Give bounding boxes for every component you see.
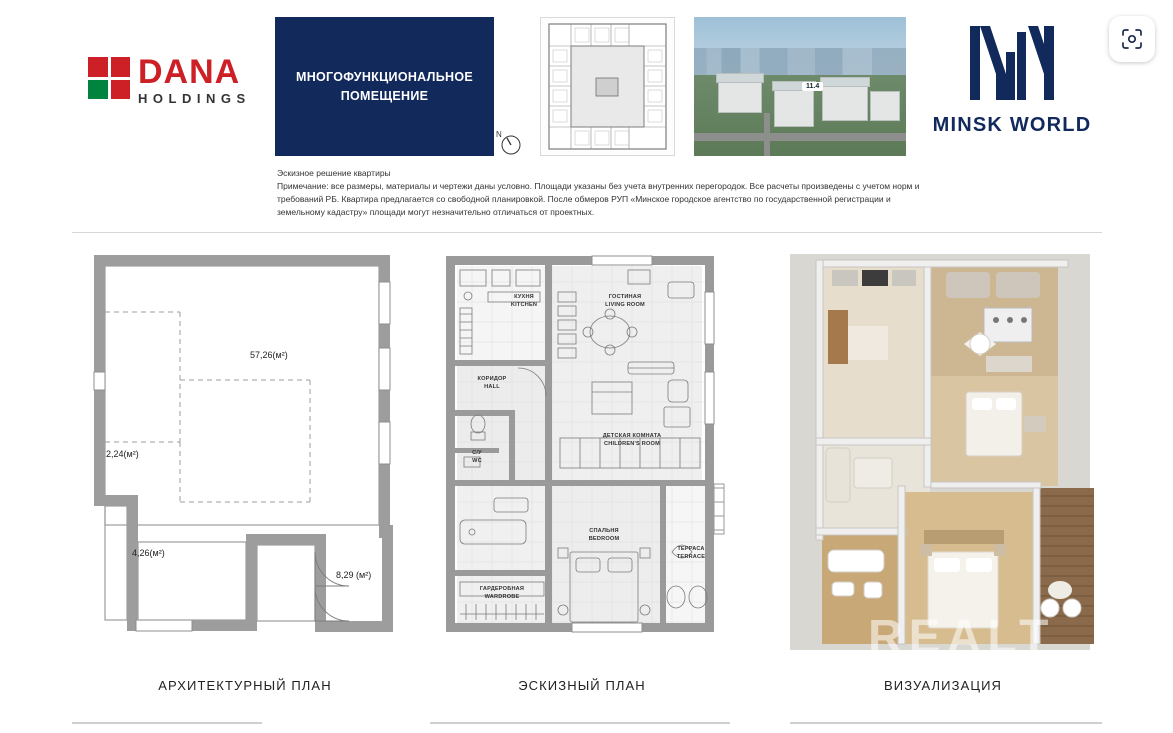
minsk-world-logo bbox=[922, 22, 1102, 147]
logo-square-red-3 bbox=[111, 80, 131, 100]
key-plan-drawing bbox=[541, 18, 674, 155]
header-divider bbox=[72, 232, 1102, 233]
footer-divider bbox=[0, 722, 1173, 724]
render-building-2 bbox=[774, 87, 814, 127]
scan-icon[interactable] bbox=[1109, 16, 1155, 62]
room-label-bedroom-ru: СПАЛЬНЯ bbox=[589, 528, 619, 534]
room-label-terrace-ru: ТЕРРАСА bbox=[677, 546, 705, 552]
room-label-hall-en: HALL bbox=[484, 383, 500, 390]
visualization-render bbox=[788, 252, 1098, 652]
dana-logo-mark bbox=[88, 57, 130, 99]
caption-architectural: АРХИТЕКТУРНЫЙ ПЛАН bbox=[158, 678, 332, 693]
render-building-1 bbox=[718, 79, 762, 113]
area-label-terrace: 8,29 (м²) bbox=[336, 570, 372, 580]
key-plan-marker-tag: 11.4 bbox=[802, 82, 823, 91]
room-label-living-ru: ГОСТИНАЯ bbox=[608, 294, 642, 300]
render-building-1-roof bbox=[716, 73, 764, 83]
room-label-kitchen-en: KITCHEN bbox=[510, 301, 538, 308]
architectural-plan bbox=[80, 252, 410, 657]
area-label-secondary: 2,24(м²) bbox=[106, 449, 139, 459]
render-road-vertical bbox=[764, 113, 770, 156]
title-banner-text: МНОГОФУНКЦИОНАЛЬНОЕ ПОМЕЩЕНИЕ bbox=[295, 70, 474, 103]
room-label-children-ru: ДЕТСКАЯ КОМНАТА bbox=[602, 433, 662, 439]
svg-text:N: N bbox=[496, 130, 502, 139]
room-label-terrace bbox=[666, 546, 716, 561]
render-building-4 bbox=[870, 91, 900, 121]
realt-watermark: REALT bbox=[868, 611, 1055, 664]
logo-square-red-1 bbox=[88, 57, 108, 77]
render-road-horizontal bbox=[694, 133, 906, 141]
room-label-kitchen bbox=[494, 294, 554, 309]
caption-sketch: ЭСКИЗНЫЙ ПЛАН bbox=[518, 678, 646, 693]
room-label-terrace-en: TERRACE bbox=[676, 553, 706, 560]
minsk-world-mark bbox=[922, 22, 1102, 107]
room-label-children-en: CHILDREN'S ROOM bbox=[604, 440, 660, 447]
visualization-plan bbox=[788, 252, 1098, 664]
footer-divider-right bbox=[790, 722, 1102, 724]
notes-body: Примечание: все размеры, материалы и чертежи даны условно. Площади указаны без учета внутренних перегородок. Все расчеты произведены с учетом норм и требований РБ. Квартира предлагается со свободной планировкой. После обмеров РУП «Минское городское агентство по государственной регистрации и земельному кадастру» площади могут незначительно отличаться от проектных. bbox=[277, 181, 920, 217]
room-label-wc-ru: С/У bbox=[472, 450, 482, 456]
render-building-3-roof bbox=[820, 77, 870, 87]
room-label-children bbox=[572, 433, 692, 448]
room-label-wardrobe bbox=[460, 586, 544, 601]
aerial-render-photo bbox=[694, 17, 906, 156]
sketch-plan bbox=[432, 252, 732, 657]
notes-block bbox=[277, 168, 937, 218]
minsk-world-name: MINSK WORLD bbox=[932, 114, 1092, 136]
room-label-living bbox=[590, 294, 660, 309]
footer-divider-center bbox=[430, 722, 730, 724]
dana-logo-text bbox=[138, 55, 251, 105]
room-label-wardrobe-en: WARDROBE bbox=[484, 593, 520, 600]
area-label-third: 4,26(м²) bbox=[132, 548, 165, 558]
dana-brand-name: DANA bbox=[138, 53, 241, 91]
dana-brand-subtitle: HOLDINGS bbox=[138, 91, 251, 106]
room-label-bedroom bbox=[572, 528, 636, 543]
room-label-living-en: LIVING ROOM bbox=[605, 301, 645, 308]
building-key-plan bbox=[540, 17, 675, 156]
document-header bbox=[0, 0, 1173, 160]
title-banner bbox=[275, 17, 494, 156]
render-building-3 bbox=[822, 83, 868, 121]
footer-divider-left bbox=[72, 722, 262, 724]
area-label-main: 57,26(м²) bbox=[250, 350, 288, 360]
dana-holdings-logo bbox=[88, 55, 268, 110]
room-label-wc bbox=[454, 450, 500, 465]
room-label-hall-ru: КОРИДОР bbox=[477, 376, 507, 382]
room-label-hall bbox=[462, 376, 522, 391]
caption-visualization: ВИЗУАЛИЗАЦИЯ bbox=[883, 678, 1002, 693]
room-label-kitchen-ru: КУХНЯ bbox=[514, 294, 534, 300]
logo-square-green bbox=[88, 80, 108, 100]
notes-title: Эскизное решение квартиры bbox=[277, 168, 391, 178]
logo-square-red-2 bbox=[111, 57, 131, 77]
room-label-wardrobe-ru: ГАРДЕРОБНАЯ bbox=[479, 586, 525, 592]
room-label-wc-en: WC bbox=[472, 457, 482, 464]
north-arrow bbox=[496, 128, 526, 158]
room-label-bedroom-en: BEDROOM bbox=[588, 535, 620, 542]
